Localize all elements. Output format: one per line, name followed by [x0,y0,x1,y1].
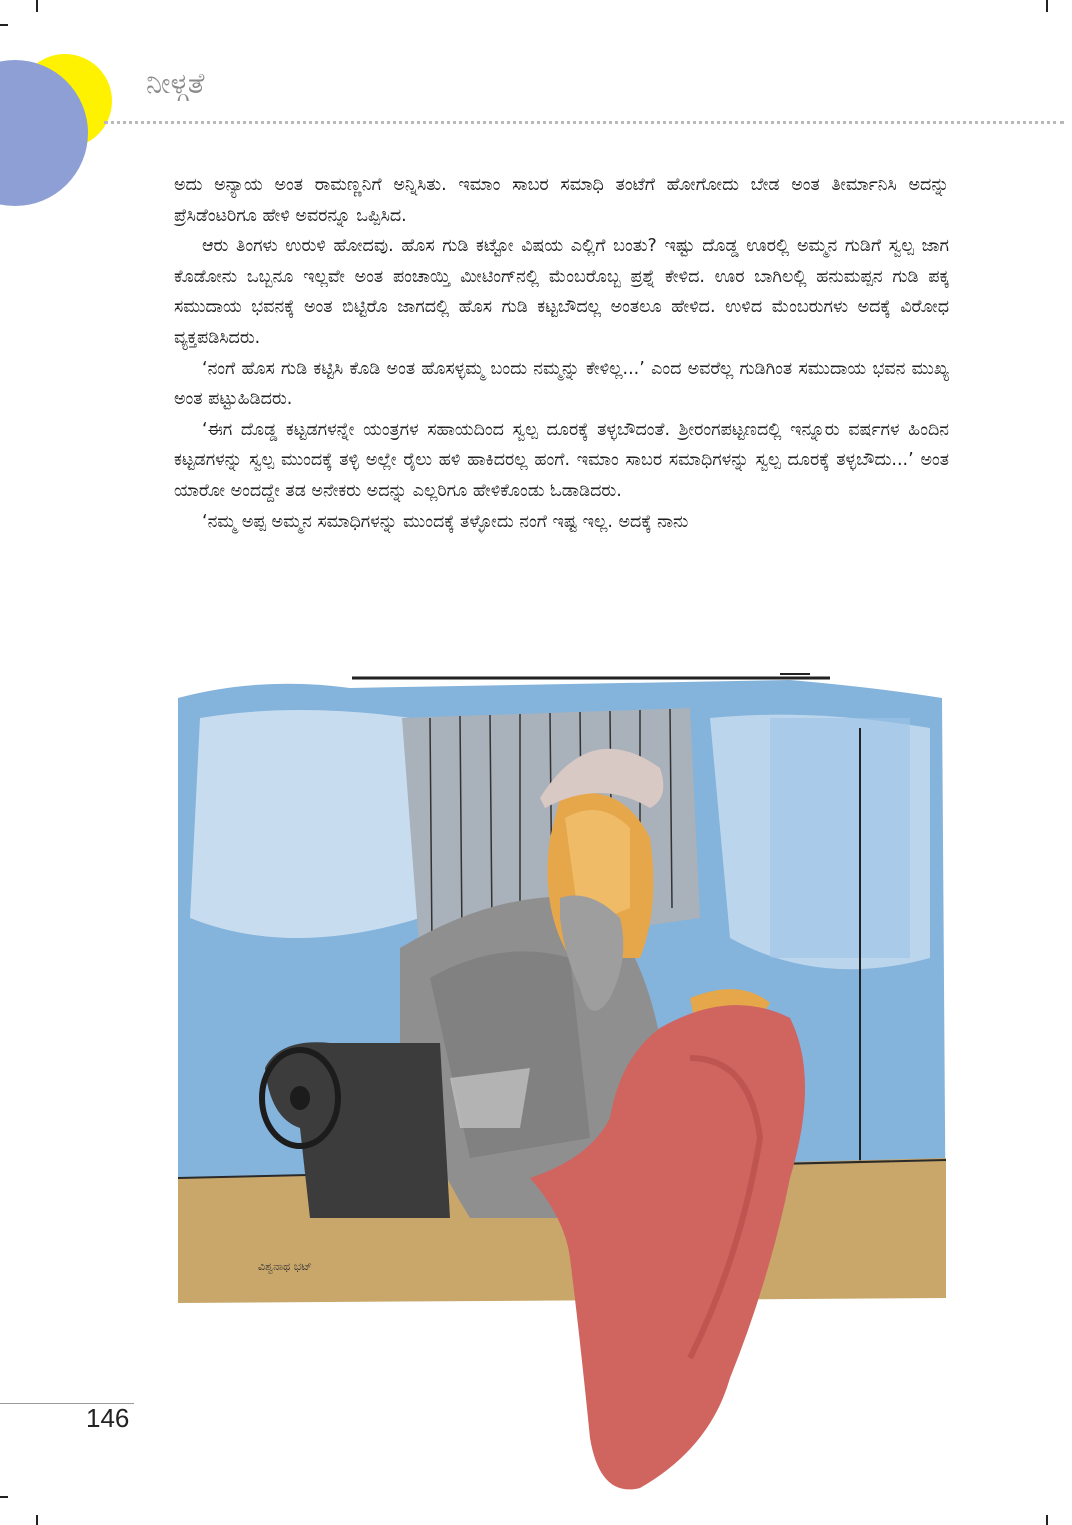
crop-mark [36,1515,38,1525]
paragraph: ಆರು ತಿಂಗಳು ಉರುಳಿ ಹೋದವು. ಹೊಸ ಗುಡಿ ಕಟ್ಟೋ ವಿಷಯ ಎಲ್ಲಿಗೆ ಬಂತು? ಇಷ್ಟು ದೊಡ್ಡ ಊರಲ್ಲಿ ಅಮ್ಮನ ಗುಡಿಗೆ ಸ್ವಲ್ಪ ಜಾಗ ಕೊಡೋನು ಒಬ್ಬನೂ ಇಲ್ಲವೇ ಅಂತ ಪಂಚಾಯ್ತಿ ಮೀಟಿಂಗ್‌ನಲ್ಲಿ ಮೆಂಬರೊಬ್ಬ ಪ್ರಶ್ನೆ ಕೇಳಿದ. ಊರ ಬಾಗಿಲಲ್ಲಿ ಹನುಮಪ್ಪನ ಗುಡಿ ಪಕ್ಕ ಸಮುದಾಯ ಭವನಕ್ಕೆ ಅಂತ ಬಿಟ್ಟಿರೊ ಜಾಗದಲ್ಲಿ ಹೊಸ ಗುಡಿ ಕಟ್ಟಬೌದಲ್ಲ ಅಂತಲೂ ಹೇಳಿದ. ಉಳಿದ ಮೆಂಬರುಗಳು ಅದಕ್ಕೆ ವಿರೋಧ ವ್ಯಕ್ತಪಡಿಸಿದರು. [174,236,949,348]
paragraph: ಅದು ಅನ್ಯಾಯ ಅಂತ ರಾಮಣ್ಣನಿಗೆ ಅನ್ನಿಸಿತು. ಇಮಾಂ ಸಾಬರ ಸಮಾಧಿ ತಂಟೆಗೆ ಹೋಗೋದು ಬೇಡ ಅಂತ ತೀರ್ಮಾನಿಸಿ ಅದನ್ನು ಪ್ರೆಸಿಡೆಂಟರಿಗೂ ಹೇಳಿ ಅವರನ್ನೂ ಒಪ್ಪಿಸಿದ. [174,175,949,226]
crop-mark [1046,1515,1048,1525]
crop-mark [36,0,38,12]
crop-mark [0,24,8,26]
crop-mark [1046,0,1048,12]
paragraph: ‘ನಮ್ಮ ಅಪ್ಪ ಅಮ್ಮನ ಸಮಾಧಿಗಳನ್ನು ಮುಂದಕ್ಕೆ ತಳ್ಳೋದು ನಂಗೆ ಇಷ್ಟ ಇಲ್ಲ. ಅದಕ್ಕೆ ನಾನು [202,511,689,532]
crop-mark [0,1496,8,1498]
illustration-tailor-sewing [170,658,950,1508]
running-head: ನೀಳ್ಗತೆ [146,66,205,100]
artist-signature: ವಿಶ್ವನಾಥ ಭಟ್ [258,1260,312,1273]
paragraph: ‘ಈಗ ದೊಡ್ಡ ಕಟ್ಟಡಗಳನ್ನೇ ಯಂತ್ರಗಳ ಸಹಾಯದಿಂದ ಸ್ವಲ್ಪ ದೂರಕ್ಕೆ ತಳ್ಳಬೌದಂತೆ. ಶ್ರೀರಂಗಪಟ್ಟಣದಲ್ಲಿ ಇನ್ನೂರು ವರ್ಷಗಳ ಹಿಂದಿನ ಕಟ್ಟಡಗಳನ್ನು ಸ್ವಲ್ಪ ಮುಂದಕ್ಕೆ ತಳ್ಳಿ ಅಲ್ಲೇ ರೈಲು ಹಳಿ ಹಾಕಿದರಲ್ಲ ಹಂಗೆ. ಇಮಾಂ ಸಾಬರ ಸಮಾಧಿಗಳನ್ನು ಸ್ವಲ್ಪ ದೂರಕ್ಕೆ ತಳ್ಳಬೌದು...’ ಅಂತ ಯಾರೋ ಅಂದದ್ದೇ ತಡ ಅನೇಕರು ಅದನ್ನು ಎಲ್ಲರಿಗೂ ಹೇಳಿಕೊಂಡು ಓಡಾಡಿದರು. [174,419,949,501]
header-dotted-rule [104,121,1064,124]
paragraph: ‘ನಂಗೆ ಹೊಸ ಗುಡಿ ಕಟ್ಟಿಸಿ ಕೊಡಿ ಅಂತ ಹೊಸಳ್ಳಮ್ಮ ಬಂದು ನಮ್ಮನ್ನು ಕೇಳಿಲ್ಲ...’ ಎಂದ ಅವರೆಲ್ಲ ಗುಡಿಗಿಂತ ಸಮುದಾಯ ಭವನ ಮುಖ್ಯ ಅಂತ ಪಟ್ಟುಹಿಡಿದರು. [174,358,949,410]
page-number: 146 [86,1403,130,1433]
body-text [174,170,949,537]
